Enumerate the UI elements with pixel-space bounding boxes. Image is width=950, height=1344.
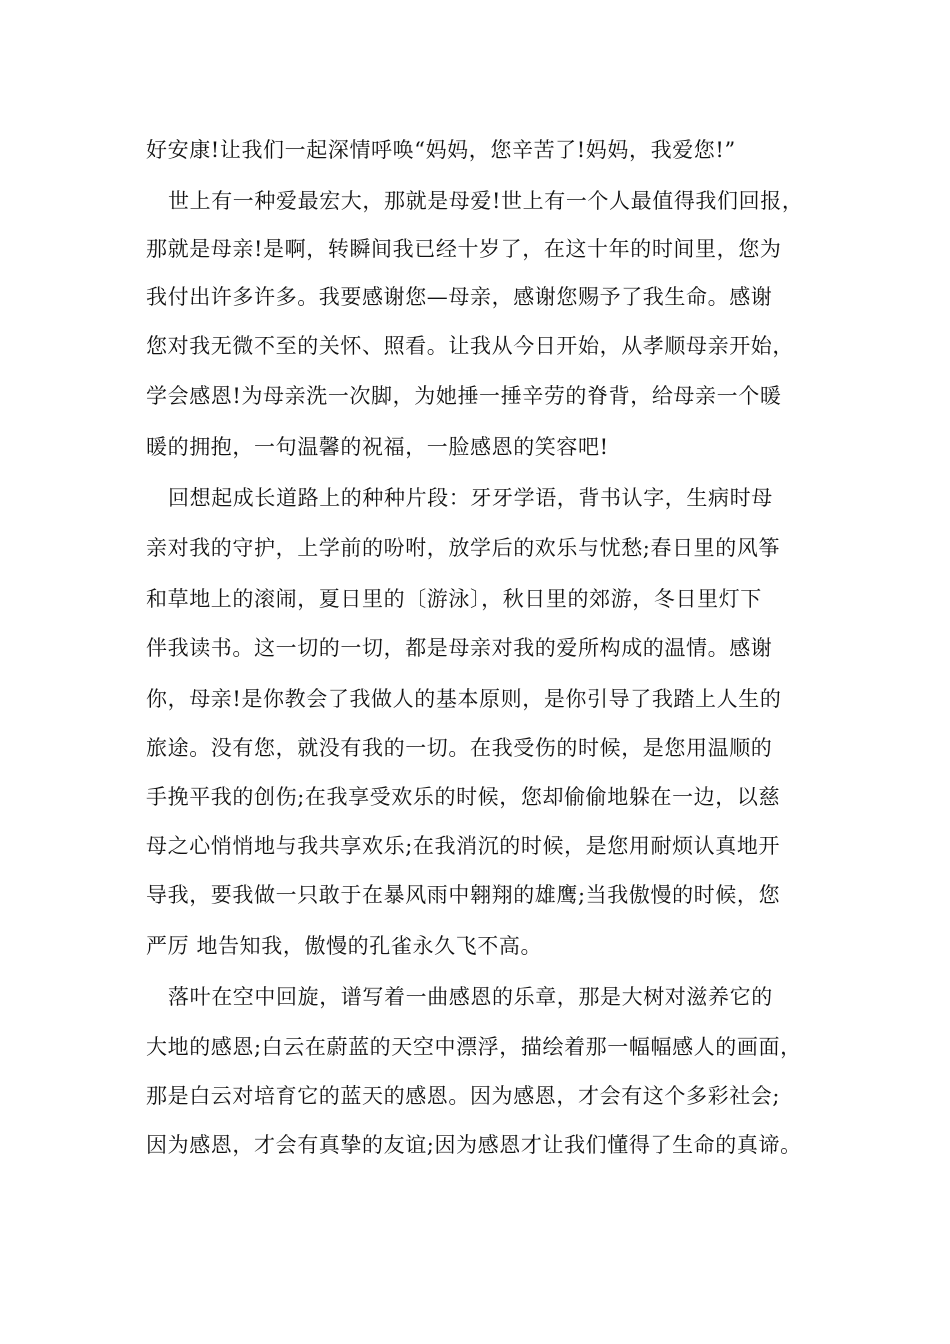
text-line: 那就是母亲!是啊，转瞬间我已经十岁了，在这十年的时间里，您为 xyxy=(146,237,782,261)
text-line: 亲对我的守护，上学前的吩咐，放学后的欢乐与忧愁;春日里的风筝 xyxy=(146,536,781,560)
text-line: 严厉 地告知我，傲慢的孔雀永久飞不高。 xyxy=(146,934,543,958)
text-line: 你，母亲!是你教会了我做人的基本原则，是你引导了我踏上人生的 xyxy=(146,687,782,711)
text-line: 好安康!让我们一起深情呼唤“妈妈，您辛苦了!妈妈，我爱您!” xyxy=(146,138,736,162)
text-line: 大地的感恩;白云在蔚蓝的天空中漂浮，描绘着那一幅幅感人的画面， xyxy=(146,1035,802,1059)
text-line: 回想起成长道路上的种种片段：牙牙学语，背书认字，生病时母 xyxy=(168,486,773,510)
text-line: 学会感恩!为母亲洗一次脚，为她捶一捶辛劳的脊背，给母亲一个暖 xyxy=(146,384,782,408)
text-line: 因为感恩，才会有真挚的友谊;因为感恩才让我们懂得了生命的真谛。 xyxy=(146,1133,802,1157)
text-line: 落叶在空中回旋，谱写着一曲感恩的乐章，那是大树对滋养它的 xyxy=(168,985,773,1009)
text-line: 伴我读书。这一切的一切，都是母亲对我的爱所构成的温情。感谢 xyxy=(146,636,773,660)
text-line: 和草地上的滚闹，夏日里的〔游泳〕，秋日里的郊游，冬日里灯下 xyxy=(146,587,762,611)
text-line: 手挽平我的创伤;在我享受欢乐的时候，您却偷偷地躲在一边，以慈 xyxy=(146,785,781,809)
text-line: 我付出许多许多。我要感谢您—母亲，感谢您赐予了我生命。感谢 xyxy=(146,285,773,309)
text-line: 导我，要我做一只敢于在暴风雨中翱翔的雄鹰;当我傲慢的时候，您 xyxy=(146,883,781,907)
text-line: 暖的拥抱，一句温馨的祝福，一脸感恩的笑容吧! xyxy=(146,435,609,459)
text-line: 您对我无微不至的关怀、照看。让我从今日开始，从孝顺母亲开始， xyxy=(146,334,794,358)
text-line: 旅途。没有您，就没有我的一切。在我受伤的时候，是您用温顺的 xyxy=(146,736,773,760)
text-line: 那是白云对培育它的蓝天的感恩。因为感恩，才会有这个多彩社会; xyxy=(146,1084,781,1108)
text-line: 世上有一种爱最宏大，那就是母爱!世上有一个人最值得我们回报， xyxy=(168,189,804,213)
text-line: 母之心悄悄地与我共享欢乐;在我消沉的时候，是您用耐烦认真地开 xyxy=(146,834,781,858)
